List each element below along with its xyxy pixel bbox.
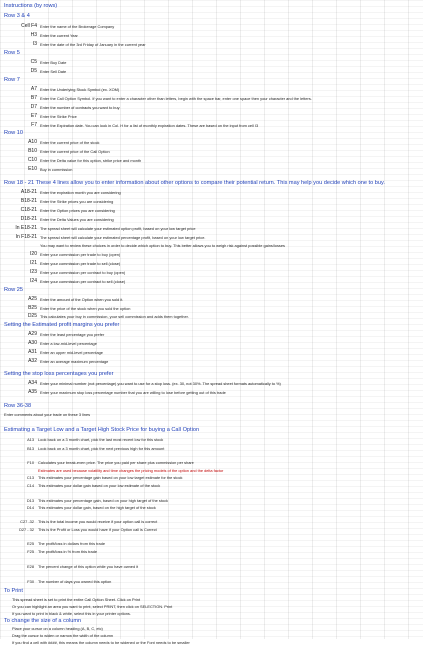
cell-reference: F25 (27, 549, 34, 554)
instruction-row (4, 225, 421, 232)
cell-reference: I3 (32, 41, 37, 47)
cell-reference: A25 (28, 296, 37, 302)
cell-reference: E25 (27, 541, 34, 546)
cell-reference: C27 -32 (20, 519, 34, 524)
target-row (4, 518, 421, 525)
instruction-row (4, 207, 421, 214)
instruction-text: The profit/loss in dollars from this trade (38, 541, 106, 546)
row-25-heading: Row 25 (4, 287, 23, 293)
cell-reference: C13 (26, 475, 34, 480)
instruction-row (4, 32, 421, 39)
cell-reference: B18-21 (20, 198, 37, 204)
target-row (4, 511, 421, 518)
cell-reference: Cell F4 (21, 23, 37, 29)
instruction-row (4, 313, 421, 320)
target-row (4, 452, 421, 459)
target-row (4, 459, 421, 466)
column-instruction: If you find a cell with ####, this means the column needs to be widened or the Font needs to be smaller (12, 640, 190, 645)
instruction-text: Look back on a 3 month chart, pick the last most recent low for this stock (38, 437, 164, 442)
instruction-text: The spread sheet will calculate your estimated percentage profit, based on your low target price. (40, 235, 206, 240)
instruction-text: Enter your commission per contract to sell (close) (40, 279, 126, 284)
instruction-row (4, 23, 421, 30)
cell-reference: F30 (27, 579, 34, 584)
cell-reference: A32 (28, 358, 37, 364)
cell-reference: B25 (28, 305, 37, 311)
cell-reference: D25 (27, 313, 37, 319)
cell-reference: A10 (28, 139, 37, 145)
instruction-text: Look back on a 3 month chart, pick the next previous high for this amount (38, 446, 165, 451)
comments-note: Enter comments about your trade on these 3 lines (4, 412, 91, 417)
cell-reference: C14 (26, 483, 34, 488)
cell-reference: A7 (30, 86, 37, 92)
cell-reference: H3 (30, 32, 37, 38)
target-row (4, 489, 421, 496)
cell-reference: D7 (30, 104, 37, 110)
target-row (4, 563, 421, 570)
target-row (4, 482, 421, 489)
to-print-heading: To Print (4, 588, 23, 594)
instruction-row (4, 305, 421, 312)
instruction-text: You may want to review these choices in order to decide which option to buy. This better allows you to weigh risk against possible gains/losses (40, 243, 285, 248)
target-row (4, 578, 421, 585)
row-18-21-heading: Row 18 - 21 These 4 lines allow you to enter information about other options to compare their potential return. This may help you decide which one to buy. (4, 180, 385, 186)
cell-reference: A34 (28, 380, 37, 386)
target-row (4, 533, 421, 540)
target-price-heading: Estimating a Target Low and a Target High Stock Price for buying a Call Option (4, 427, 200, 433)
instruction-text: Enter the name of the Brokerage Company (40, 24, 115, 29)
instruction-text: The number of days you owned this option (38, 579, 112, 584)
instruction-text: Enter the current price of the stock (40, 140, 100, 145)
instruction-row (4, 358, 421, 365)
instruction-text: The profit/loss in % from this trade (38, 549, 98, 554)
cell-reference: A18-21 (20, 189, 37, 195)
row-3-4-heading: Row 3 & 4 (4, 13, 30, 19)
instruction-text: Estimates are used because volatility and time changes the pricing models of the option and the delta factor (38, 468, 224, 473)
instruction-text: Enter the Expiration date. You can look in Col. H for a list of monthly expiration dates. These are based on the input from cell I3 (40, 123, 259, 128)
instruction-text: Enter the Delta value for this option, strike price and month (40, 158, 142, 163)
cell-reference: In E18-21 (15, 225, 37, 231)
instruction-row (4, 216, 421, 223)
instruction-row (4, 389, 421, 396)
instruction-row (4, 189, 421, 196)
instruction-text: Enter Sell Date (40, 69, 67, 74)
instruction-text: Enter the current Year (40, 33, 78, 38)
instruction-text: This is the Profit or Loss you would have if your Option call is Correct (38, 527, 157, 532)
target-row (4, 497, 421, 504)
instruction-text: The spread sheet will calculate your estimated option profit, based on your low target price (40, 226, 196, 231)
row-10-heading: Row 10 (4, 130, 23, 136)
instruction-row (4, 59, 421, 66)
instruction-row (4, 113, 421, 120)
cell-reference: A29 (28, 331, 37, 337)
instruction-row (4, 340, 421, 347)
instruction-row (4, 41, 421, 48)
cell-reference: A30 (28, 340, 37, 346)
instruction-row (4, 251, 421, 258)
instruction-text: Enter the Underlying Stock Symbol (ex. XOM) (40, 87, 120, 92)
cell-reference: C10 (27, 157, 37, 163)
target-row (4, 548, 421, 555)
instruction-text: Enter your commission per trade to sell (close) (40, 261, 121, 266)
instruction-text: Enter the amount of the Option when you sold it. (40, 297, 124, 302)
instruction-text: This calculates your buy in commission, your sell commission and adds them together. (40, 314, 189, 319)
instruction-row (4, 269, 421, 276)
row-36-38-heading: Row 36-38 (4, 403, 32, 409)
instruction-text: Enter the Call Option Symbol. If you want to enter a character other than letters, begin with the space bar, enter one space then your character and the letters. (40, 96, 312, 101)
cell-reference: I23 (30, 269, 37, 275)
instruction-row (4, 380, 421, 387)
instruction-row (4, 68, 421, 75)
instruction-row (4, 242, 421, 249)
instruction-row (4, 296, 421, 303)
instruction-row (4, 95, 421, 102)
print-instruction: This spread sheet is set to print the entire Call Option Sheet. Click on Print (12, 597, 141, 602)
instruction-text: Enter the least percentage you prefer (40, 332, 105, 337)
target-row (4, 504, 421, 511)
instruction-row (4, 349, 421, 356)
instruction-text: Enter the price of the stock when you sold the option (40, 306, 131, 311)
instruction-text: Enter the current price of the Call Option (40, 149, 110, 154)
print-instruction: Or you can highlight an area you want to print, select PRINT, then click on SELECTION. Print (12, 604, 173, 609)
instruction-text: Enter the Option prices you are considering (40, 208, 115, 213)
cell-reference: A13 (27, 437, 34, 442)
instruction-row (4, 198, 421, 205)
target-row (4, 555, 421, 562)
cell-reference: A31 (28, 349, 37, 355)
instruction-text: Calculates your break-even price. The price you paid per share plus commission per share (38, 460, 194, 465)
instruction-text: Enter your minimal number (not percentage) you want to use for a stop loss. (ex. 30, not 30%. The spread sheet formats automatically to %) (40, 381, 281, 386)
target-row (4, 526, 421, 533)
instruction-text: Enter your maximum stop loss percentage number that you are willing to lose before getting out of this trade (40, 390, 226, 395)
cell-reference: E7 (30, 113, 37, 119)
cell-reference: D18-21 (20, 216, 37, 222)
cell-reference: E28 (27, 564, 34, 569)
cell-reference: In F18-21 (15, 234, 37, 240)
instruction-row (4, 157, 421, 164)
target-row (4, 540, 421, 547)
instruction-text: Enter a low-mid-level percentage (40, 341, 97, 346)
target-row (4, 445, 421, 452)
target-row (4, 467, 421, 474)
cell-reference: A35 (28, 389, 37, 395)
cell-reference: I24 (30, 278, 37, 284)
column-instruction: Drag the cursor to widen or narrow the width of the column (12, 633, 113, 638)
instruction-text: Enter the Delta Values you are considering (40, 217, 114, 222)
cell-reference: I21 (30, 260, 37, 266)
instruction-row (4, 166, 421, 173)
target-row (4, 436, 421, 443)
stop-loss-heading: Setting the stop loss percentages you prefer (4, 371, 114, 377)
instruction-text: Enter the Strike prices you are considering (40, 199, 114, 204)
instruction-text: This estimates your percentage gain based on your low target estimate for the stock (38, 475, 183, 480)
cell-reference: B10 (28, 148, 37, 154)
instruction-row (4, 234, 421, 241)
cell-reference: I20 (30, 251, 37, 257)
row-5-heading: Row 5 (4, 50, 20, 56)
cell-reference: B7 (30, 95, 37, 101)
instruction-row (4, 86, 421, 93)
cell-reference: E10 (28, 166, 37, 172)
cell-reference: F7 (31, 122, 37, 128)
instruction-text: Enter the date of the 3rd Friday of January in the current year (40, 42, 146, 47)
row-7-heading: Row 7 (4, 77, 20, 83)
instruction-text: Enter the expiration month you are considering (40, 190, 121, 195)
instruction-text: Enter an average maximum percentage (40, 359, 109, 364)
instruction-text: Buy in commission (40, 167, 73, 172)
instruction-row (4, 122, 421, 129)
instruction-row (4, 104, 421, 111)
column-size-heading: To change the size of a column (4, 618, 82, 624)
instruction-text: This estimates your dollar gain, based on the high target of the stock (38, 505, 156, 510)
instruction-text: This estimates your percentage gain, based on your high target of the stock (38, 498, 168, 503)
instruction-text: The percent change of this option while you have owned it (38, 564, 139, 569)
instructions-heading: Instructions (by rows) (4, 3, 58, 9)
cell-reference: D5 (30, 68, 37, 74)
cell-reference: D13 (26, 498, 34, 503)
instruction-row (4, 260, 421, 267)
cell-reference: B13 (27, 446, 34, 451)
instruction-text: Enter the Strike Price (40, 114, 77, 119)
instruction-text: This estimates your dollar gain based on your low estimate of the stock (38, 483, 161, 488)
cell-reference: C5 (30, 59, 37, 65)
instruction-text: Enter the number of contracts you want to buy (40, 105, 120, 110)
cell-reference: C18-21 (20, 207, 37, 213)
instruction-text: Enter an upper mid-level percentage (40, 350, 103, 355)
profit-margins-heading: Setting the Estimated profit margins you prefer (4, 322, 120, 328)
cell-reference: D27 - 32 (19, 527, 34, 532)
cell-reference: F10 (27, 460, 34, 465)
target-row (4, 474, 421, 481)
instruction-text: Enter your commission per trade to buy (open) (40, 252, 121, 257)
target-row (4, 570, 421, 577)
instruction-text: This is the total income you would receive if your option call is correct (38, 519, 158, 524)
print-instruction: If you want to print in black & white, select this in your printer options. (12, 611, 131, 616)
instruction-row (4, 331, 421, 338)
instruction-text: Enter your commission per contract to buy (open) (40, 270, 126, 275)
instruction-row (4, 148, 421, 155)
column-instruction: Place your cursor on a column heading (A, B, C, etc) (12, 626, 103, 631)
instruction-row (4, 278, 421, 285)
instruction-text: Enter Buy Date (40, 60, 67, 65)
cell-reference: D14 (26, 505, 34, 510)
instruction-row (4, 139, 421, 146)
